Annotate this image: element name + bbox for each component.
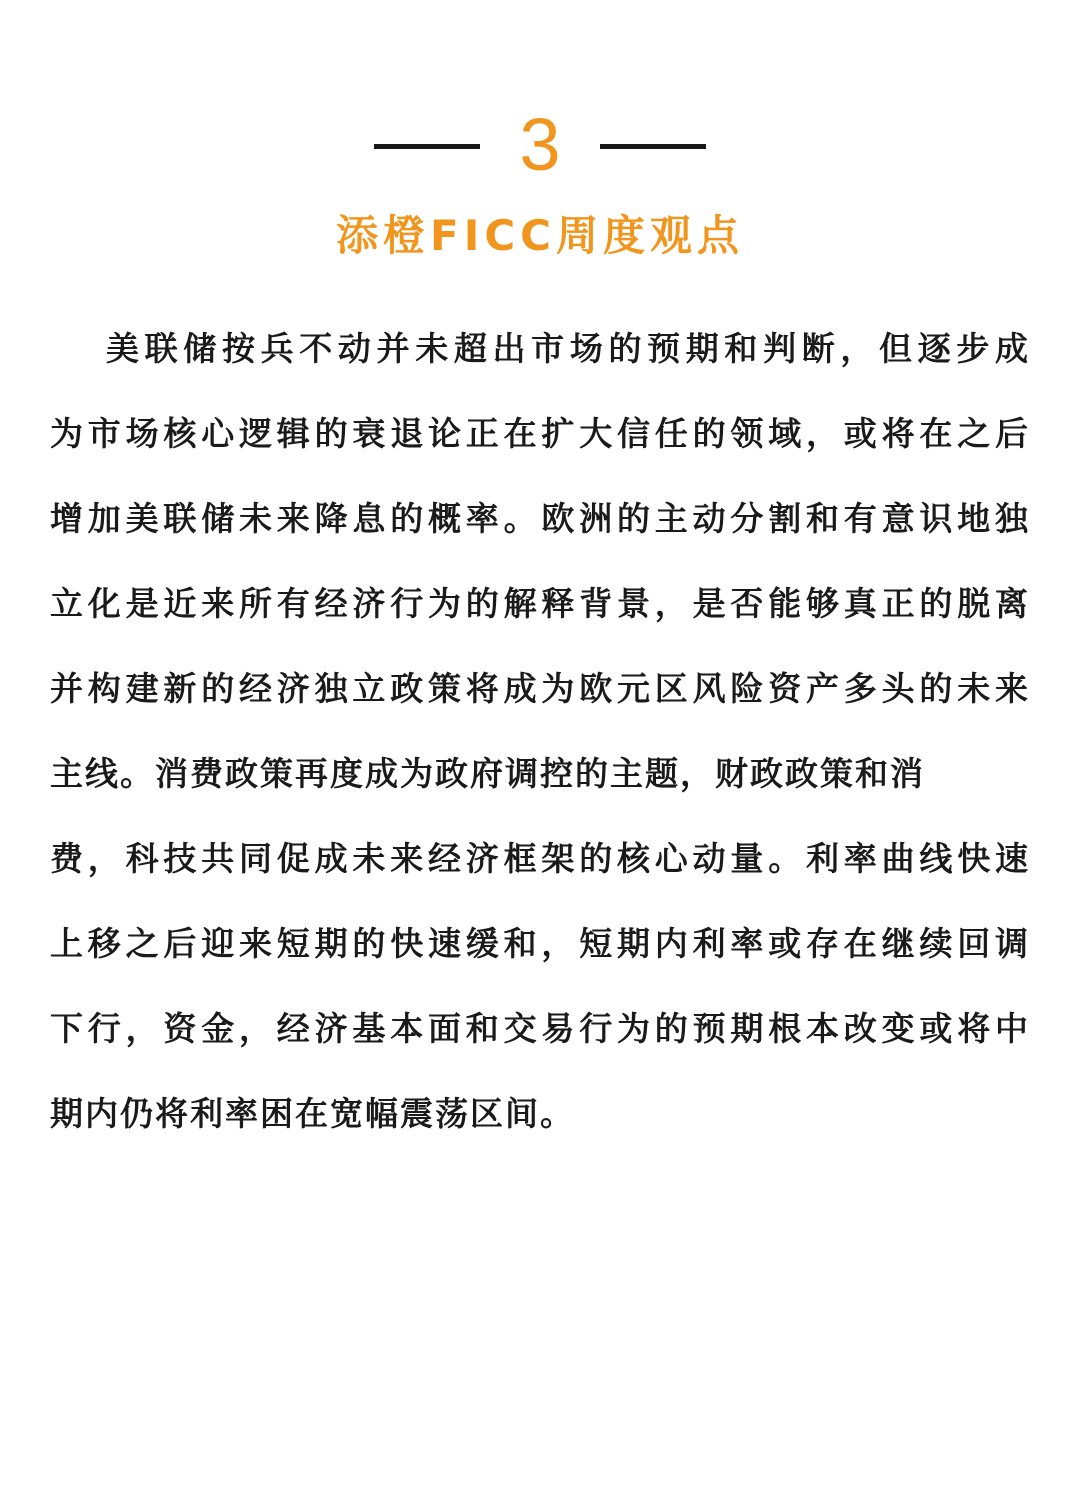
article-paragraph xyxy=(50,316,1030,1166)
paragraph-line: 美联储按兵不动并未超出市场的预期和判断，但逐步成 xyxy=(106,329,1030,368)
paragraph-line: 并构建新的经济独立政策将成为欧元区风险资产多头的未来 xyxy=(50,669,1030,708)
paragraph-line: 立化是近来所有经济行为的解释背景，是否能够真正的脱离 xyxy=(50,584,1030,623)
section-number: 3 xyxy=(519,103,561,186)
paragraph-line: 下行，资金，经济基本面和交易行为的预期根本改变或将中 xyxy=(50,1009,1030,1048)
paragraph-line: 上移之后迎来短期的快速缓和，短期内利率或存在继续回调 xyxy=(50,924,1030,963)
paragraph-line: 期内仍将利率困在宽幅震荡区间。 xyxy=(50,1094,575,1133)
divider-left xyxy=(374,144,480,149)
paragraph-line: 费，科技共同促成未来经济框架的核心动量。利率曲线快速 xyxy=(50,839,1030,878)
divider-right xyxy=(600,144,706,149)
paragraph-line: 增加美联储未来降息的概率。欧洲的主动分割和有意识地独 xyxy=(50,499,1030,538)
section-title: 添橙FICC周度观点 xyxy=(336,211,744,260)
section-header xyxy=(0,100,1080,190)
paragraph-line: 为市场核心逻辑的衰退论正在扩大信任的领域，或将在之后 xyxy=(50,414,1030,453)
paragraph-line: 主线。消费政策再度成为政府调控的主题，财政政策和消 xyxy=(50,754,925,793)
